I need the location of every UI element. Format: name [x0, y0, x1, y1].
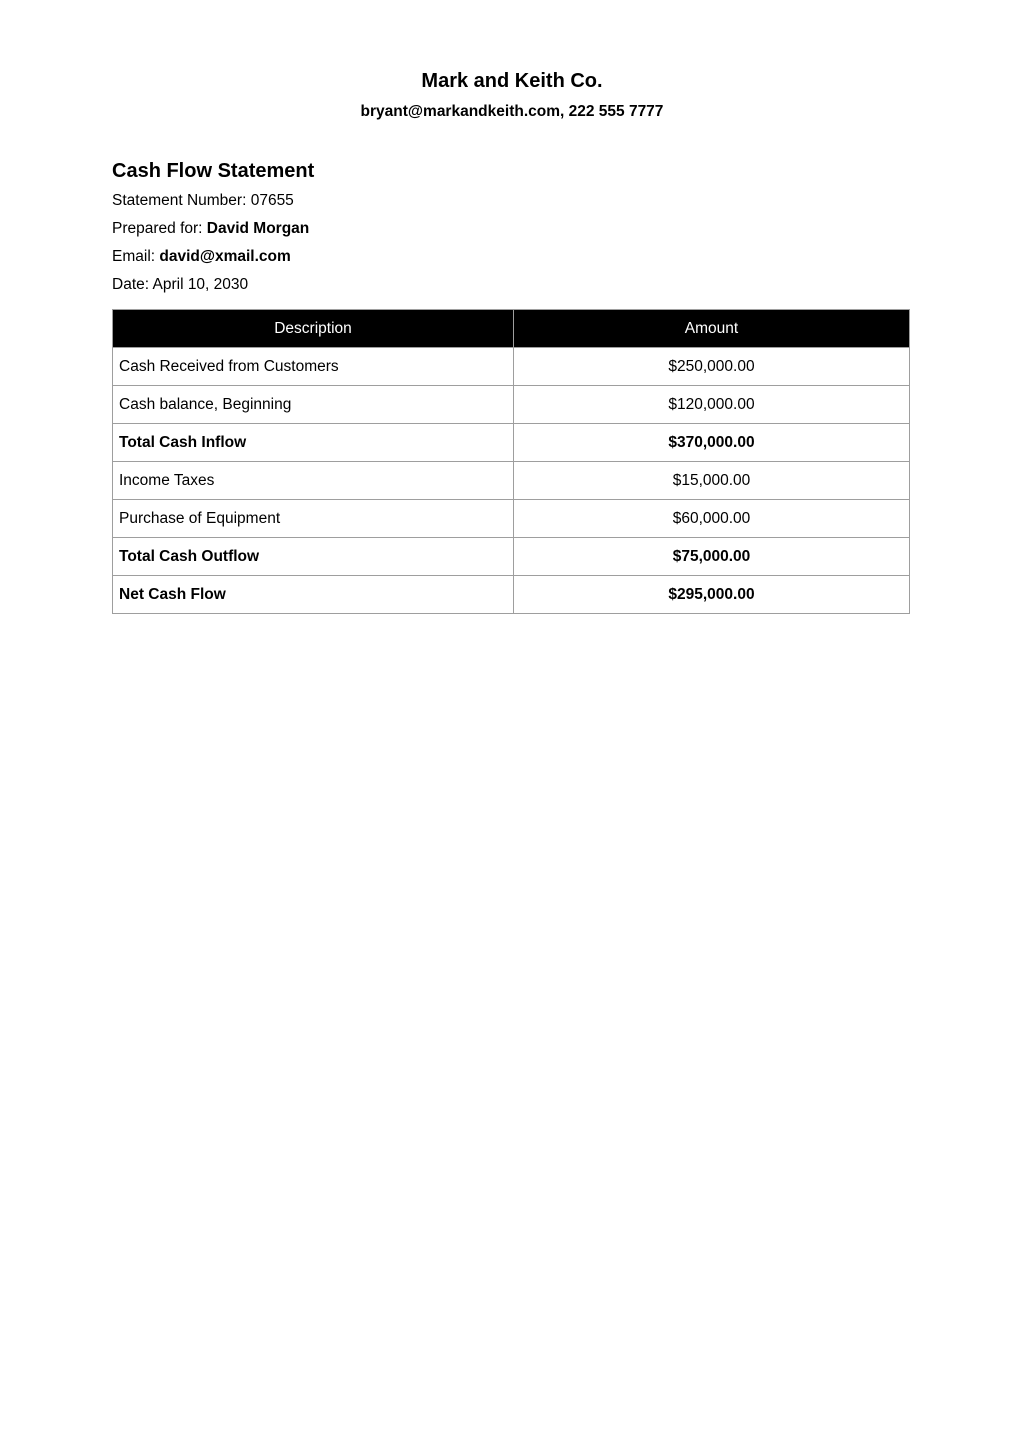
table-row: [113, 348, 910, 386]
page-title: Cash Flow Statement: [112, 160, 315, 182]
table-row-net-cash-flow: [113, 576, 910, 614]
table-row: [113, 500, 910, 538]
row-amount: $370,000.00: [514, 424, 910, 462]
row-description: Net Cash Flow: [113, 576, 514, 614]
table-row-total-inflow: [113, 424, 910, 462]
statement-number-label: Statement Number:: [112, 192, 251, 209]
prepared-for-line: [112, 219, 309, 239]
column-header-amount: Amount: [514, 310, 910, 348]
prepared-for-label: Prepared for:: [112, 220, 207, 237]
statement-number-value: 07655: [250, 192, 294, 209]
company-contact: bryant@markandkeith.com, 222 555 7777: [360, 103, 664, 120]
row-amount: $250,000.00: [514, 348, 910, 386]
company-name: Mark and Keith Co.: [421, 70, 603, 92]
row-amount: $75,000.00: [514, 538, 910, 576]
column-header-description: Description: [113, 310, 514, 348]
row-description: Purchase of Equipment: [113, 500, 514, 538]
date-label: Date:: [112, 276, 153, 293]
date-value: April 10, 2030: [152, 276, 249, 293]
cash-flow-table: [112, 309, 910, 614]
prepared-for-value: David Morgan: [206, 220, 310, 237]
row-description: Total Cash Inflow: [113, 424, 514, 462]
table-row: [113, 462, 910, 500]
table-row: [113, 386, 910, 424]
date-line: [112, 275, 248, 295]
row-description: Total Cash Outflow: [113, 538, 514, 576]
email-label: Email:: [112, 248, 160, 265]
row-description: Cash balance, Beginning: [113, 386, 514, 424]
row-description: Income Taxes: [113, 462, 514, 500]
table-row-total-outflow: [113, 538, 910, 576]
row-amount: $120,000.00: [514, 386, 910, 424]
email-line: [112, 247, 291, 267]
row-amount: $60,000.00: [514, 500, 910, 538]
row-amount: $295,000.00: [514, 576, 910, 614]
statement-number-line: [112, 191, 294, 211]
table-header-row: [113, 310, 910, 348]
email-value: david@xmail.com: [159, 248, 291, 265]
row-description: Cash Received from Customers: [113, 348, 514, 386]
row-amount: $15,000.00: [514, 462, 910, 500]
